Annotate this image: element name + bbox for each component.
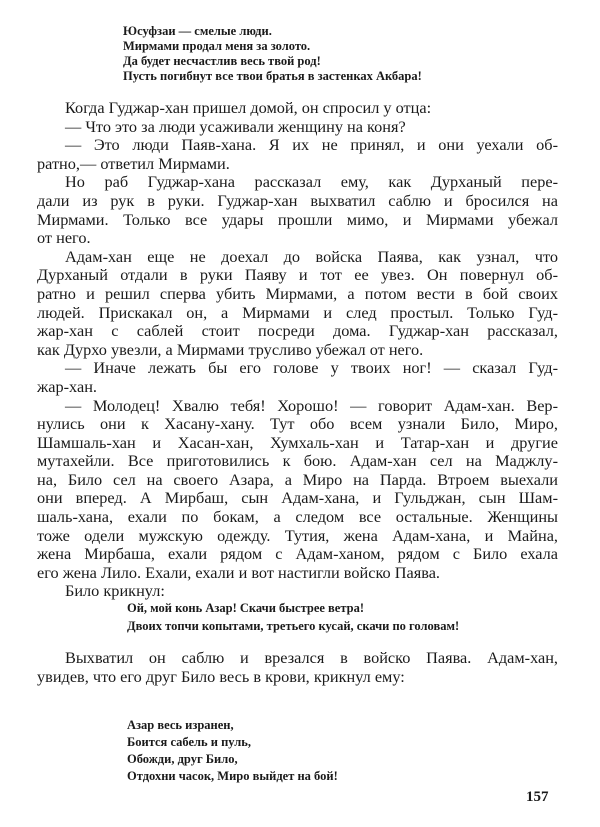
text-line: Било крикнул:: [65, 581, 165, 601]
text-line: жар-хан.: [37, 376, 97, 396]
text-line: — Что это за люди усаживали женщину на коня?: [65, 116, 406, 136]
verse-block-2: [127, 599, 459, 635]
text-line: как Дурхо увезли, а Мирмами трусливо убежал от него.: [37, 339, 424, 359]
text-line: увидев, что его друг Било весь в крови, крикнул ему:: [37, 666, 405, 686]
text-line: Дурханый отдали в руки Паяву и тот ее увез. Он повернул об-: [37, 265, 558, 285]
verse-line: Ой, мой конь Азар! Скачи быстрее ветра!: [127, 601, 365, 615]
text-line: жар-хан с саблей стоит посреди дома. Гуджар-хан рассказал,: [37, 321, 558, 341]
text-line: его жена Лило. Ехали, ехали и вот настигли войско Паява.: [37, 562, 440, 582]
text-line: Мирмами. Только все удары прошли мимо, и Мирмами убежал: [37, 209, 558, 229]
text-line: дали из рук в руки. Гуджар-хан выхватил саблю и бросился на: [37, 190, 558, 210]
text-line: жена Мирбаша, ехали рядом с Адам-ханом, рядом с Било ехала: [37, 544, 558, 564]
text-line: тоже одели мужскую одежду. Тутия, жена Адам-хана, и Майна,: [37, 525, 558, 545]
verse-line: Пусть погибнут все твои братья в застенках Акбара!: [123, 69, 422, 83]
verse-line: Юсуфзаи — смелые люди.: [123, 24, 272, 38]
text-line: Шамшаль-хан и Хасан-хан, Хумхаль-хан и Татар-хан и другие: [37, 432, 558, 452]
verse-line: Боится сабель и пуль,: [127, 735, 251, 749]
text-line: Выхватил он саблю и врезался в войско Паява. Адам-хан,: [65, 648, 558, 667]
text-line: — Это люди Паяв-хана. Я их не принял, и они уехали об-: [65, 135, 558, 155]
verse-line: Двоих топчи копытами, третьего кусай, скачи по головам!: [127, 619, 460, 633]
verse-line: Мирмами продал меня за золото.: [123, 39, 311, 53]
verse-line: Да будет несчастлив весь твой род!: [123, 54, 321, 68]
prose-block-1: [37, 99, 558, 601]
text-line: от него.: [37, 228, 91, 248]
text-line: мутахейли. Все приготовились к бою. Адам-хан сел на Маджлу-: [37, 451, 558, 471]
text-line: ратно и решил сперва убить Мирмами, а потом вести в бой своих: [37, 283, 558, 303]
verse-line: Обожди, друг Било,: [127, 752, 238, 766]
verse-line: Отдохни часок, Миро выйдет на бой!: [127, 769, 338, 783]
text-line: нулись они к Хасану-хану. Тут обо всем узнали Било, Миро,: [37, 414, 558, 434]
text-line: — Молодец! Хвалю тебя! Хорошо! — говорит Адам-хан. Вер-: [65, 395, 558, 415]
text-line: ратно,— ответил Мирмами.: [37, 153, 230, 173]
text-line: Адам-хан еще не доехал до войска Паява, как узнал, что: [65, 246, 558, 266]
text-line: на, Било сел на своего Азара, а Миро на Парда. Втроем выехали: [37, 469, 558, 489]
verse-block-1: [123, 24, 422, 84]
text-line: шаль-хана, ехали по бокам, а следом все остальные. Женщины: [37, 507, 558, 527]
page-number: 157: [526, 789, 549, 805]
text-line: — Иначе лежать бы его голове у твоих ног! — сказал Гуд-: [65, 358, 558, 378]
verse-line: Азар весь изранен,: [127, 718, 234, 732]
text-line: людей. Прискакал он, а Мирмами и след простыл. Только Гуд-: [37, 302, 558, 322]
text-line: Когда Гуджар-хан пришел домой, он спросил у отца:: [65, 98, 432, 117]
prose-block-2: [37, 649, 558, 686]
text-line: они вперед. А Мирбаш, сын Адам-хана, и Гульджан, сын Шам-: [37, 488, 558, 508]
text-line: Но раб Гуджар-хана рассказал ему, как Дурханый пере-: [65, 172, 558, 192]
verse-block-3: [127, 717, 338, 785]
